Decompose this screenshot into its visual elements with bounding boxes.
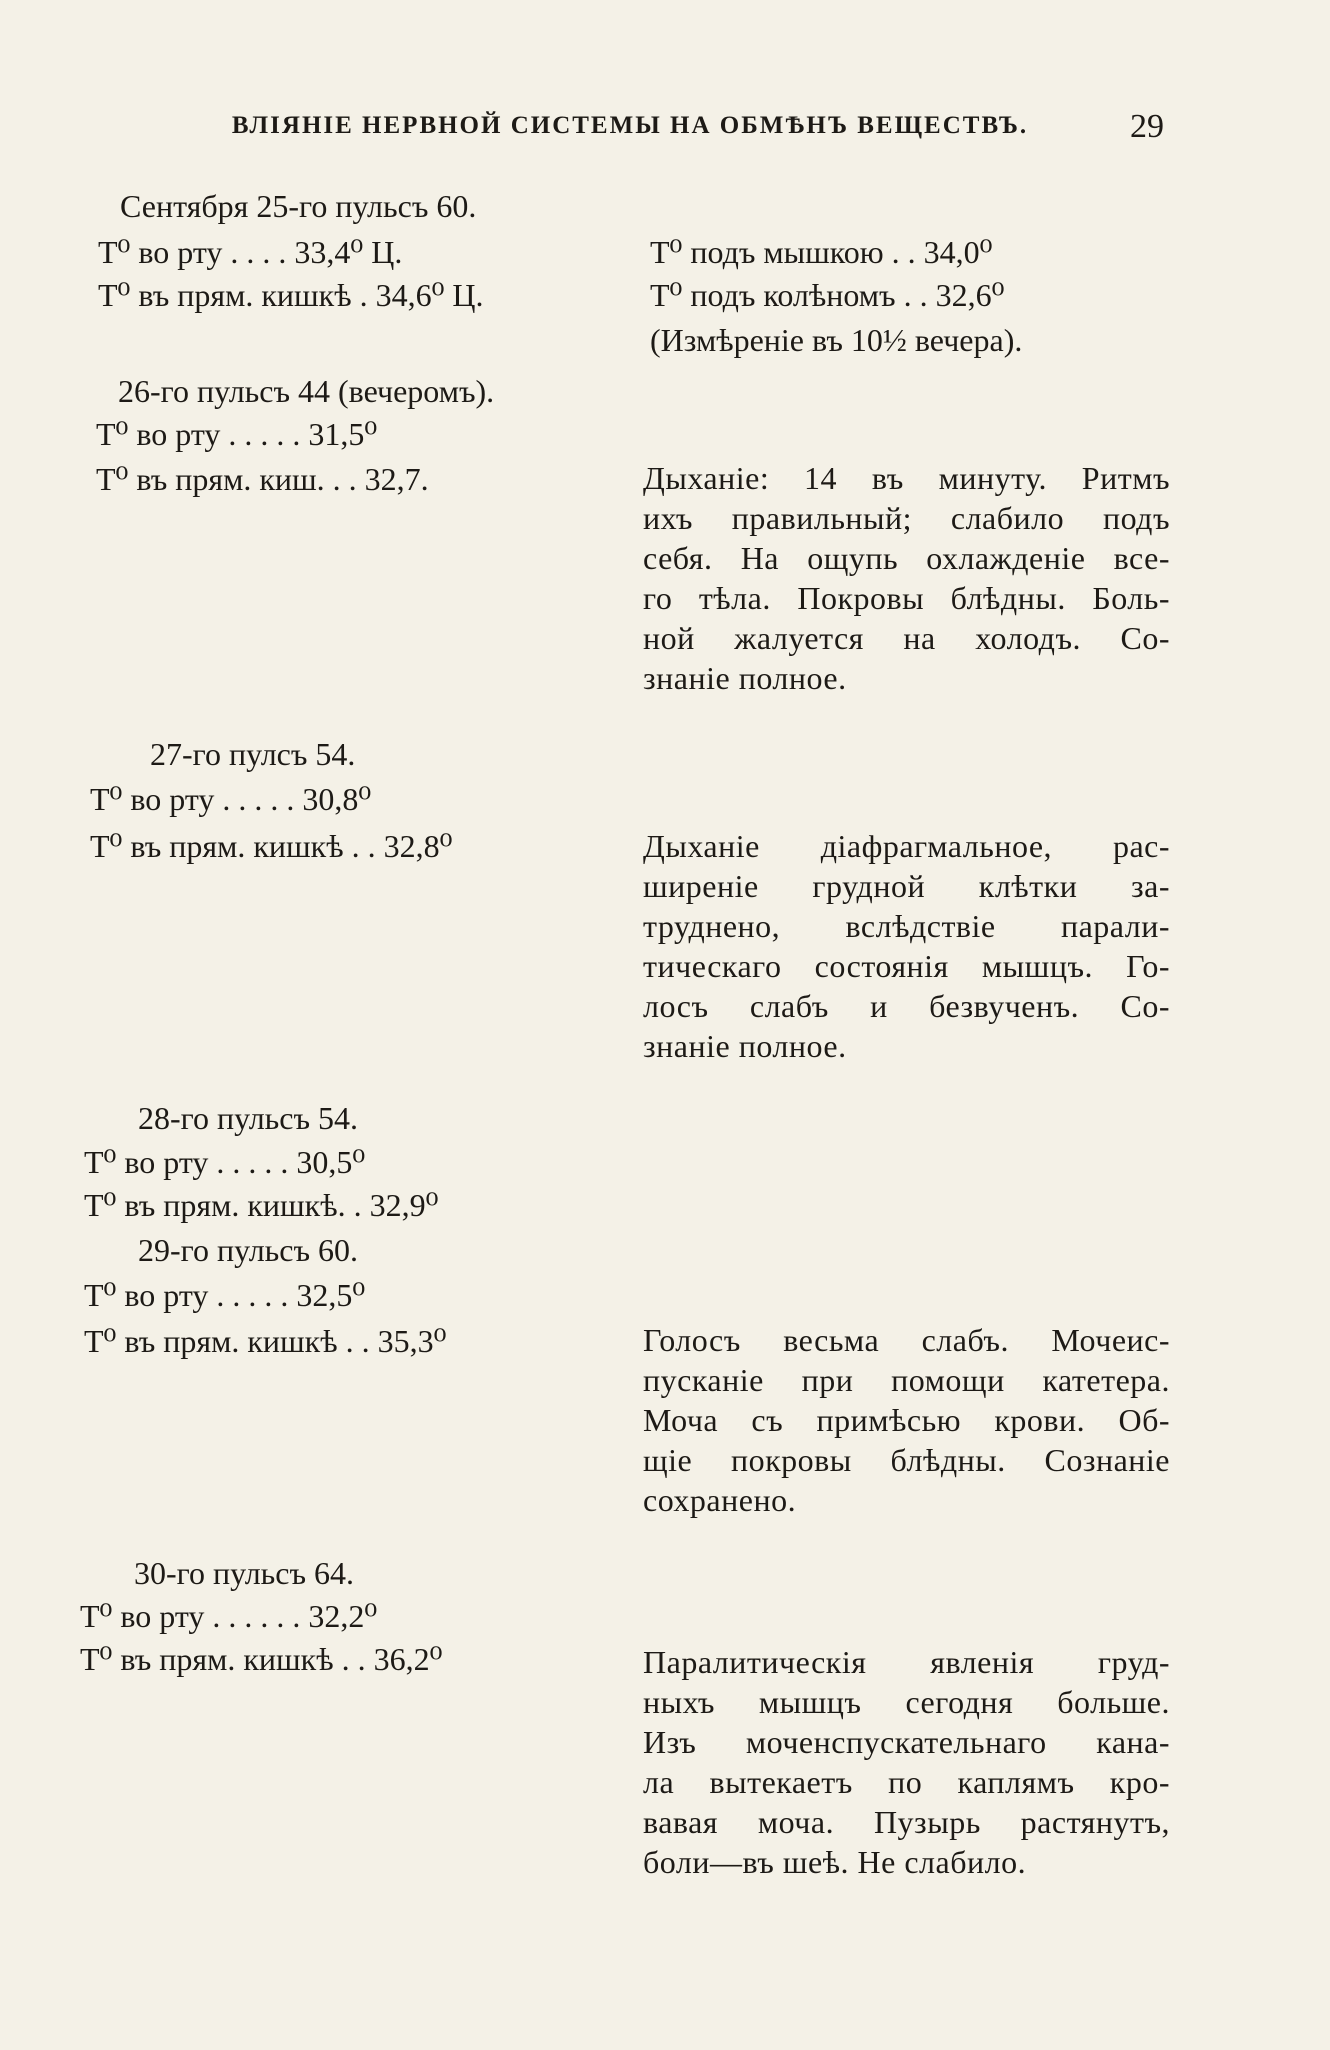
text-line: лосъ слабъ и безвученъ. Со-: [643, 988, 1170, 1024]
sep25-rectum-temp: Т⁰ въ прям. кишкѣ . 34,6⁰ Ц.: [98, 277, 484, 313]
running-header: ВЛІЯНІЕ НЕРВНОЙ СИСТЕМЫ НА ОБМѢНЪ ВЕЩЕСТВЪ.: [231, 112, 1029, 139]
text-line: Изъ моченспускательнаго кана-: [643, 1724, 1170, 1760]
text-line: Голосъ весьма слабъ. Мочеис-: [643, 1322, 1170, 1358]
sep29-mouth-temp: Т⁰ во рту . . . . . 32,5⁰: [84, 1277, 366, 1313]
sep26-observation: [643, 458, 1170, 698]
sep25-heading: Сентября 25-го пульсъ 60.: [120, 188, 477, 224]
text-line: Моча съ примѣсью крови. Об-: [643, 1402, 1170, 1438]
sep27-heading: 27-го пулсъ 54.: [150, 736, 356, 772]
text-line: знаніе полное.: [643, 1028, 847, 1064]
text-line: сохранено.: [643, 1482, 797, 1518]
sep28-mouth-temp: Т⁰ во рту . . . . . 30,5⁰: [84, 1144, 366, 1180]
sep30-heading: 30-го пульсъ 64.: [134, 1555, 355, 1591]
text-line: вавая моча. Пузырь растянутъ,: [643, 1804, 1170, 1840]
text-line: ныхъ мышцъ сегодня больше.: [643, 1684, 1170, 1720]
sep29-observation: [643, 1320, 1170, 1520]
text-line: пусканіе при помощи катетера.: [643, 1362, 1170, 1398]
sep30-rectum-temp: Т⁰ въ прям. кишкѣ . . 36,2⁰: [80, 1641, 443, 1677]
sep27-rectum-temp: Т⁰ въ прям. кишкѣ . . 32,8⁰: [90, 828, 453, 864]
sep26-rectum-temp: Т⁰ въ прям. киш. . . 32,7.: [96, 461, 429, 497]
sep26-mouth-temp: Т⁰ во рту . . . . . 31,5⁰: [96, 416, 378, 452]
page-number: 29: [1130, 108, 1164, 145]
text-line: труднено, вслѣдствіе парали-: [643, 908, 1170, 944]
text-line: себя. На ощупь охлажденіе все-: [643, 540, 1170, 576]
text-line: Паралитическія явленія груд-: [643, 1644, 1170, 1680]
sep25-mouth-temp: Т⁰ во рту . . . . 33,4⁰ Ц.: [98, 234, 403, 270]
text-line: щіе покровы блѣдны. Сознаніе: [643, 1442, 1170, 1478]
text-line: тическаго состоянія мышцъ. Го-: [643, 948, 1170, 984]
text-line: ихъ правильный; слабило подъ: [643, 500, 1170, 536]
sep28-heading: 28-го пульсъ 54.: [138, 1100, 359, 1136]
sep25-knee-temp: Т⁰ подъ колѣномъ . . 32,6⁰: [650, 277, 1005, 313]
sep25-measure-note: (Измѣреніе въ 10½ вечера).: [650, 322, 1023, 358]
sep29-rectum-temp: Т⁰ въ прям. кишкѣ . . 35,3⁰: [84, 1323, 447, 1359]
sep27-mouth-temp: Т⁰ во рту . . . . . 30,8⁰: [90, 781, 372, 817]
sep30-mouth-temp: Т⁰ во рту . . . . . . 32,2⁰: [80, 1598, 378, 1634]
text-line: ной жалуется на холодъ. Со-: [643, 620, 1170, 656]
text-line: ла вытекаетъ по каплямъ кро-: [643, 1764, 1170, 1800]
sep28-rectum-temp: Т⁰ въ прям. кишкѣ. . 32,9⁰: [84, 1187, 439, 1223]
sep26-heading: 26-го пульсъ 44 (вечеромъ).: [118, 373, 495, 409]
text-line: знаніе полное.: [643, 660, 847, 696]
sep29-heading: 29-го пульсъ 60.: [138, 1232, 359, 1268]
sep27-observation: [643, 826, 1170, 1066]
text-line: ширеніе грудной клѣтки за-: [643, 868, 1170, 904]
sep25-axilla-temp: Т⁰ подъ мышкою . . 34,0⁰: [650, 234, 993, 270]
text-line: Дыханіе: 14 въ минуту. Ритмъ: [643, 460, 1170, 496]
text-line: Дыханіе діафрагмальное, рас-: [643, 828, 1170, 864]
sep30-observation: [643, 1642, 1170, 1882]
text-line: боли—въ шеѣ. Не слабило.: [643, 1844, 1027, 1880]
text-line: го тѣла. Покровы блѣдны. Боль-: [643, 580, 1170, 616]
